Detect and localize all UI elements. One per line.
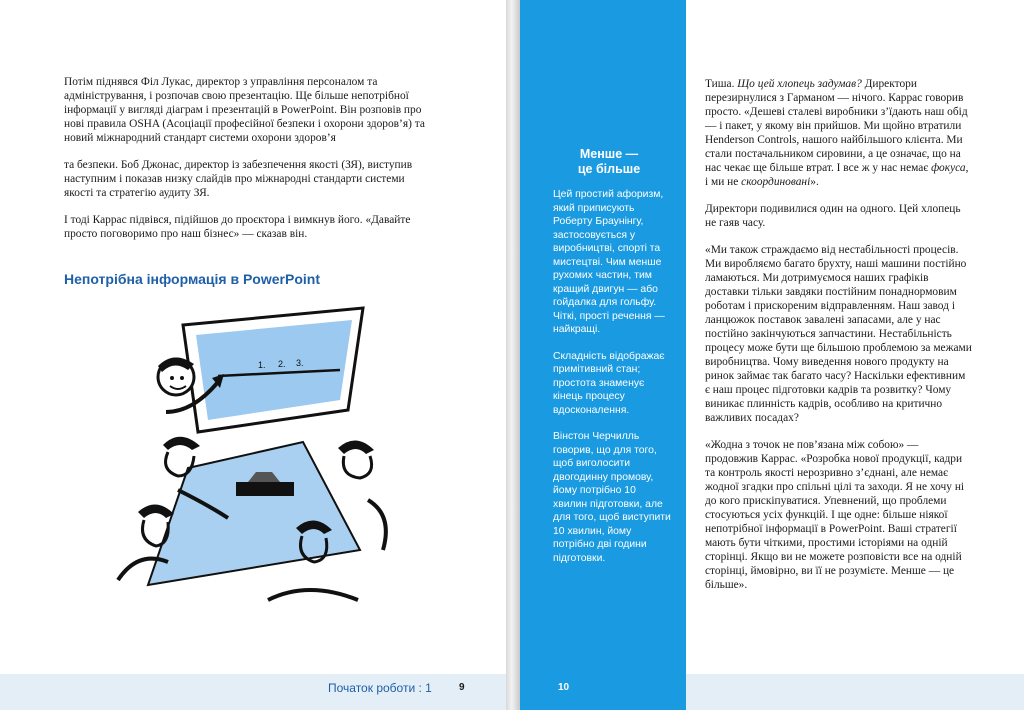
text-run: Директори перезирнулися з Гарманом — нічого. Каррас говорив просто. «Дешеві сталеві виробники з’їдають наш обід — і пакет, у якому він прийшов. Ми щойно втратили Henderson Controls, нашого найбільшого клієнта. Ми стали постачальником сировини, а це означає, що на нас чекає ще більше втрат. І все ж у нас немає bbox=[705, 78, 968, 174]
book-gutter bbox=[506, 0, 520, 710]
text-run: ». bbox=[810, 176, 819, 188]
sidebar-paragraph: Складність відображає примітивний стан; простота знаменує кінець процесу вдосконалення. bbox=[553, 350, 665, 416]
meeting-table bbox=[148, 442, 360, 585]
sidebar bbox=[520, 0, 686, 710]
paragraph: «Жодна з точок не пов’язана між собою» — продовжив Каррас. «Розробка нової продукції, кадри та контроль якості нерозривно з’єднані, але немає жодної згадки про спільні цілі та заходи. Я не хочу ні до кого прискіпуватися. Упевнений, що проблеми стосуються усіх функцій. І ще одне: більше ніякої непотрібної інформації в PowerPoint. Ваші стратегії мають бути чіткими, простими історіями на одній сторінці. Якщо ви не можете розповісти все на одній сторінці, ймовірно, ви її не розумієте. Менше — це більше». bbox=[705, 439, 965, 591]
paragraph: «Ми також страждаємо від нестабільності процесів. Ми виробляємо багато брухту, наші машини постійно ламаються. Ми дотримуємося наших графіків доставки тільки завдяки постійним понаднормовим роботам і прискореним відправленням. Наш завод і ланцюжок поставок завалені запасами, але у нас постійно закінчуються запчастини. Нестабільність процесу може бути ще більшою проблемою за межами виробництва. Чому виведення нового продукту на ринок займає так багато часу? Наскільки ефективним є наш процес підготовки кадрів та розвитку? Чому виникає плинність кадрів, особливо на критично важливих посадах? bbox=[705, 244, 972, 424]
paragraph: Директори подивилися один на одного. Цей хлопець не гаяв часу. bbox=[705, 203, 961, 229]
sidebar-text bbox=[553, 188, 671, 578]
sidebar-title-line: Менше — bbox=[579, 147, 639, 161]
label-3: 3. bbox=[296, 358, 304, 368]
text-run: , і ми не bbox=[705, 162, 969, 188]
label-2: 2. bbox=[278, 359, 286, 369]
sidebar-title bbox=[554, 147, 664, 177]
running-footer: Початок роботи : 1 bbox=[328, 681, 432, 695]
paragraph: та безпеки. Боб Джонас, директор із забезпечення якості (ЗЯ), виступив наступним і показав низку слайдів про міжнародні стандарти системи якості та стратегію аудиту ЗЯ. bbox=[64, 159, 413, 199]
label-1: 1. bbox=[258, 360, 266, 370]
page-number: 9 bbox=[459, 682, 465, 693]
sidebar-paragraph: Цей простий афоризм, який приписують Роберту Браунінгу, застосовується у виробництві, спорті та мистецтві. Чим менше рухомих частин, тим кращий двигун — або гойдалка для гольфу. Чіткі, прості речення — найкращі. bbox=[553, 189, 665, 335]
paragraph bbox=[705, 77, 973, 189]
italic-run: фокуса bbox=[931, 162, 966, 174]
text-run: Тиша. bbox=[705, 78, 738, 90]
italic-run: Що цей хлопець задумав? bbox=[737, 78, 862, 90]
projector bbox=[236, 482, 294, 496]
italic-run: скоординовані bbox=[741, 176, 811, 188]
left-body-text bbox=[64, 75, 436, 254]
sidebar-paragraph: Вінстон Черчилль говорив, що для того, щоб виголосити двогодинну промову, йому потрібно 10 хвилин підготовки, але для того, щоб виступити 10 хвилин, йому потрібно дві години підготовки. bbox=[553, 431, 671, 564]
left-page bbox=[0, 0, 506, 710]
page-number: 10 bbox=[558, 682, 570, 693]
sidebar-title-line: це більше bbox=[577, 162, 641, 176]
right-page bbox=[520, 0, 1024, 710]
paragraph: І тоді Каррас підвівся, підійшов до проєктора і вимкнув його. «Давайте просто поговоримо про наш бізнес» — сказав він. bbox=[64, 214, 411, 240]
meeting-illustration bbox=[108, 300, 398, 620]
paragraph: Потім піднявся Філ Лукас, директор з управління персоналом та адміністрування, і розпочав свою презентацію. Ще більше непотрібної інформації у вигляді діаграм і презентацій в PowerPoint. Він розповів про нові правила OSHA (Асоціації професійної безпеки і охорони здоров’я) та новий міжнародний стандарт системи охорони здоров’я bbox=[64, 76, 425, 144]
right-body-text bbox=[705, 77, 973, 605]
section-heading: Непотрібна інформація в PowerPoint bbox=[64, 271, 320, 287]
